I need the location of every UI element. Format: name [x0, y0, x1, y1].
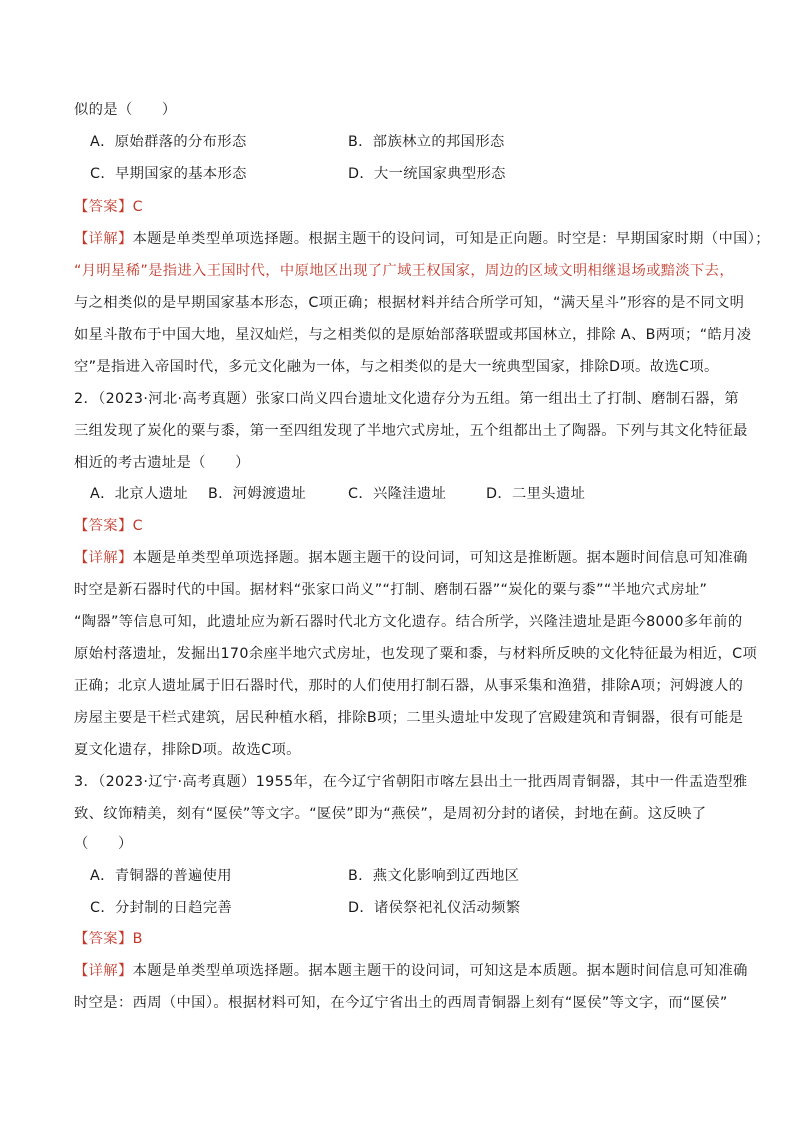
- q3-detail-line-2: 时空是：西周（中国）。根据材料可知，在今辽宁省出土的西周青铜器上刻有“匽侯”等文字，而“匽侯”: [74, 995, 728, 1011]
- q3-stem-line-3: （ ）: [74, 836, 133, 852]
- q2-stem-line-1: 2．（2023·河北·高考真题）张家口尚义四台遗址文化遗存分为五组。第一组出土了打制、磨制石器，第: [74, 391, 740, 407]
- q2-detail-line-5: 正确；北京人遗址属于旧石器时代，那时的人们使用打制石器，从事采集和渔猎，排除A项；河姆渡人的: [74, 678, 744, 694]
- q3-option-c: C．分封制的日趋完善: [90, 900, 233, 916]
- q1-detail-line-3: 与之相类似的是早期国家基本形态，C项正确；根据材料并结合所学可知，“满天星斗”形容的是不同文明: [74, 295, 745, 311]
- q2-option-b: B．河姆渡遗址: [208, 486, 307, 502]
- detail-tag: 【详解】: [74, 231, 133, 247]
- q2-detail-line-2: 时空是新石器时代的中国。据材料“张家口尚义”“打制、磨制石器”“炭化的粟与黍”“半地穴式房址”: [74, 582, 708, 598]
- answer-tag: 【答案】: [74, 199, 133, 215]
- q1-option-d: D．大一统国家典型形态: [348, 166, 506, 182]
- q2-option-d: D．二里头遗址: [486, 486, 586, 502]
- detail-tag: 【详解】: [74, 550, 133, 566]
- q2-detail-line-3: “陶器”等信息可知，此遗址应为新石器时代北方文化遗存。结合所学，兴隆洼遗址是距今8000多年前的: [74, 614, 743, 630]
- q1-option-a: A．原始群落的分布形态: [90, 134, 247, 150]
- q1-detail-line-2: “月明星稀”是指进入王国时代，中原地区出现了广域王权国家，周边的区域文明相继退场或黯淡下去，: [74, 263, 734, 279]
- q3-detail-line-1: 【详解】本题是单类型单项选择题。据本题主题干的设问词，可知这是本质题。据本题时间信息可知准确: [74, 963, 748, 979]
- answer-value: C: [132, 199, 143, 215]
- q1-option-c: C．早期国家的基本形态: [90, 166, 247, 182]
- q2-detail-line-1: 【详解】本题是单类型单项选择题。据本题主题干的设问词，可知这是推断题。据本题时间信息可知准确: [74, 550, 748, 566]
- answer-tag: 【答案】: [74, 518, 133, 534]
- q2-option-c: C．兴隆洼遗址: [348, 486, 447, 502]
- q2-detail-line-7: 夏文化遗存，排除D项。故选C项。: [74, 742, 301, 758]
- q1-answer: [74, 197, 143, 217]
- q2-stem-line-2: 三组发现了炭化的粟与黍，第一至四组发现了半地穴式房址，五个组都出土了陶器。下列与其文化特征最: [74, 423, 748, 439]
- q1-detail-line-4: 如星斗散布于中国大地，星汉灿烂，与之相类似的是原始部落联盟或邦国林立，排除 A、B两项；“皓月凌: [74, 327, 752, 343]
- q1-option-b: B．部族林立的邦国形态: [348, 134, 505, 150]
- q2-option-a: A．北京人遗址: [90, 486, 189, 502]
- q3-option-b: B．燕文化影响到辽西地区: [348, 868, 520, 884]
- answer-value: B: [132, 931, 143, 947]
- q3-stem-line-2: 致、纹饰精美，刻有“匽侯”等文字。“匽侯”即为“燕侯”，是周初分封的诸侯，封地在蓟。这反映了: [74, 806, 707, 822]
- q3-option-d: D．诸侯祭祀礼仪活动频繁: [348, 900, 521, 916]
- answer-value: C: [132, 518, 143, 534]
- q2-detail-line-4: 原始村落遗址，发掘出170余座半地穴式房址，也发现了粟和黍，与材料所反映的文化特征最为相近，C项: [74, 646, 758, 662]
- q1-stem-tail: 似的是（ ）: [74, 102, 177, 118]
- q1-detail-line-5: 空”是指进入帝国时代，多元文化融为一体，与之相类似的是大一统典型国家，排除D项。故选C项。: [74, 359, 719, 375]
- q3-option-a: A．青铜器的普遍使用: [90, 868, 232, 884]
- q2-answer: [74, 516, 143, 536]
- detail-tag: 【详解】: [74, 963, 133, 979]
- q1-detail-line-1: 【详解】本题是单类型单项选择题。根据主题干的设问词，可知是正向题。时空是：早期国家时期（中国）；: [74, 231, 770, 247]
- q2-detail-line-6: 房屋主要是干栏式建筑，居民种植水稻，排除B项；二里头遗址中发现了宫殿建筑和青铜器，很有可能是: [74, 710, 744, 726]
- q3-answer: [74, 929, 143, 949]
- q3-stem-line-1: 3．（2023·辽宁·高考真题）1955年，在今辽宁省朝阳市喀左县出土一批西周青铜器，其中一件盂造型雅: [74, 774, 748, 790]
- answer-tag: 【答案】: [74, 931, 133, 947]
- q2-stem-line-3: 相近的考古遗址是（ ）: [74, 455, 250, 471]
